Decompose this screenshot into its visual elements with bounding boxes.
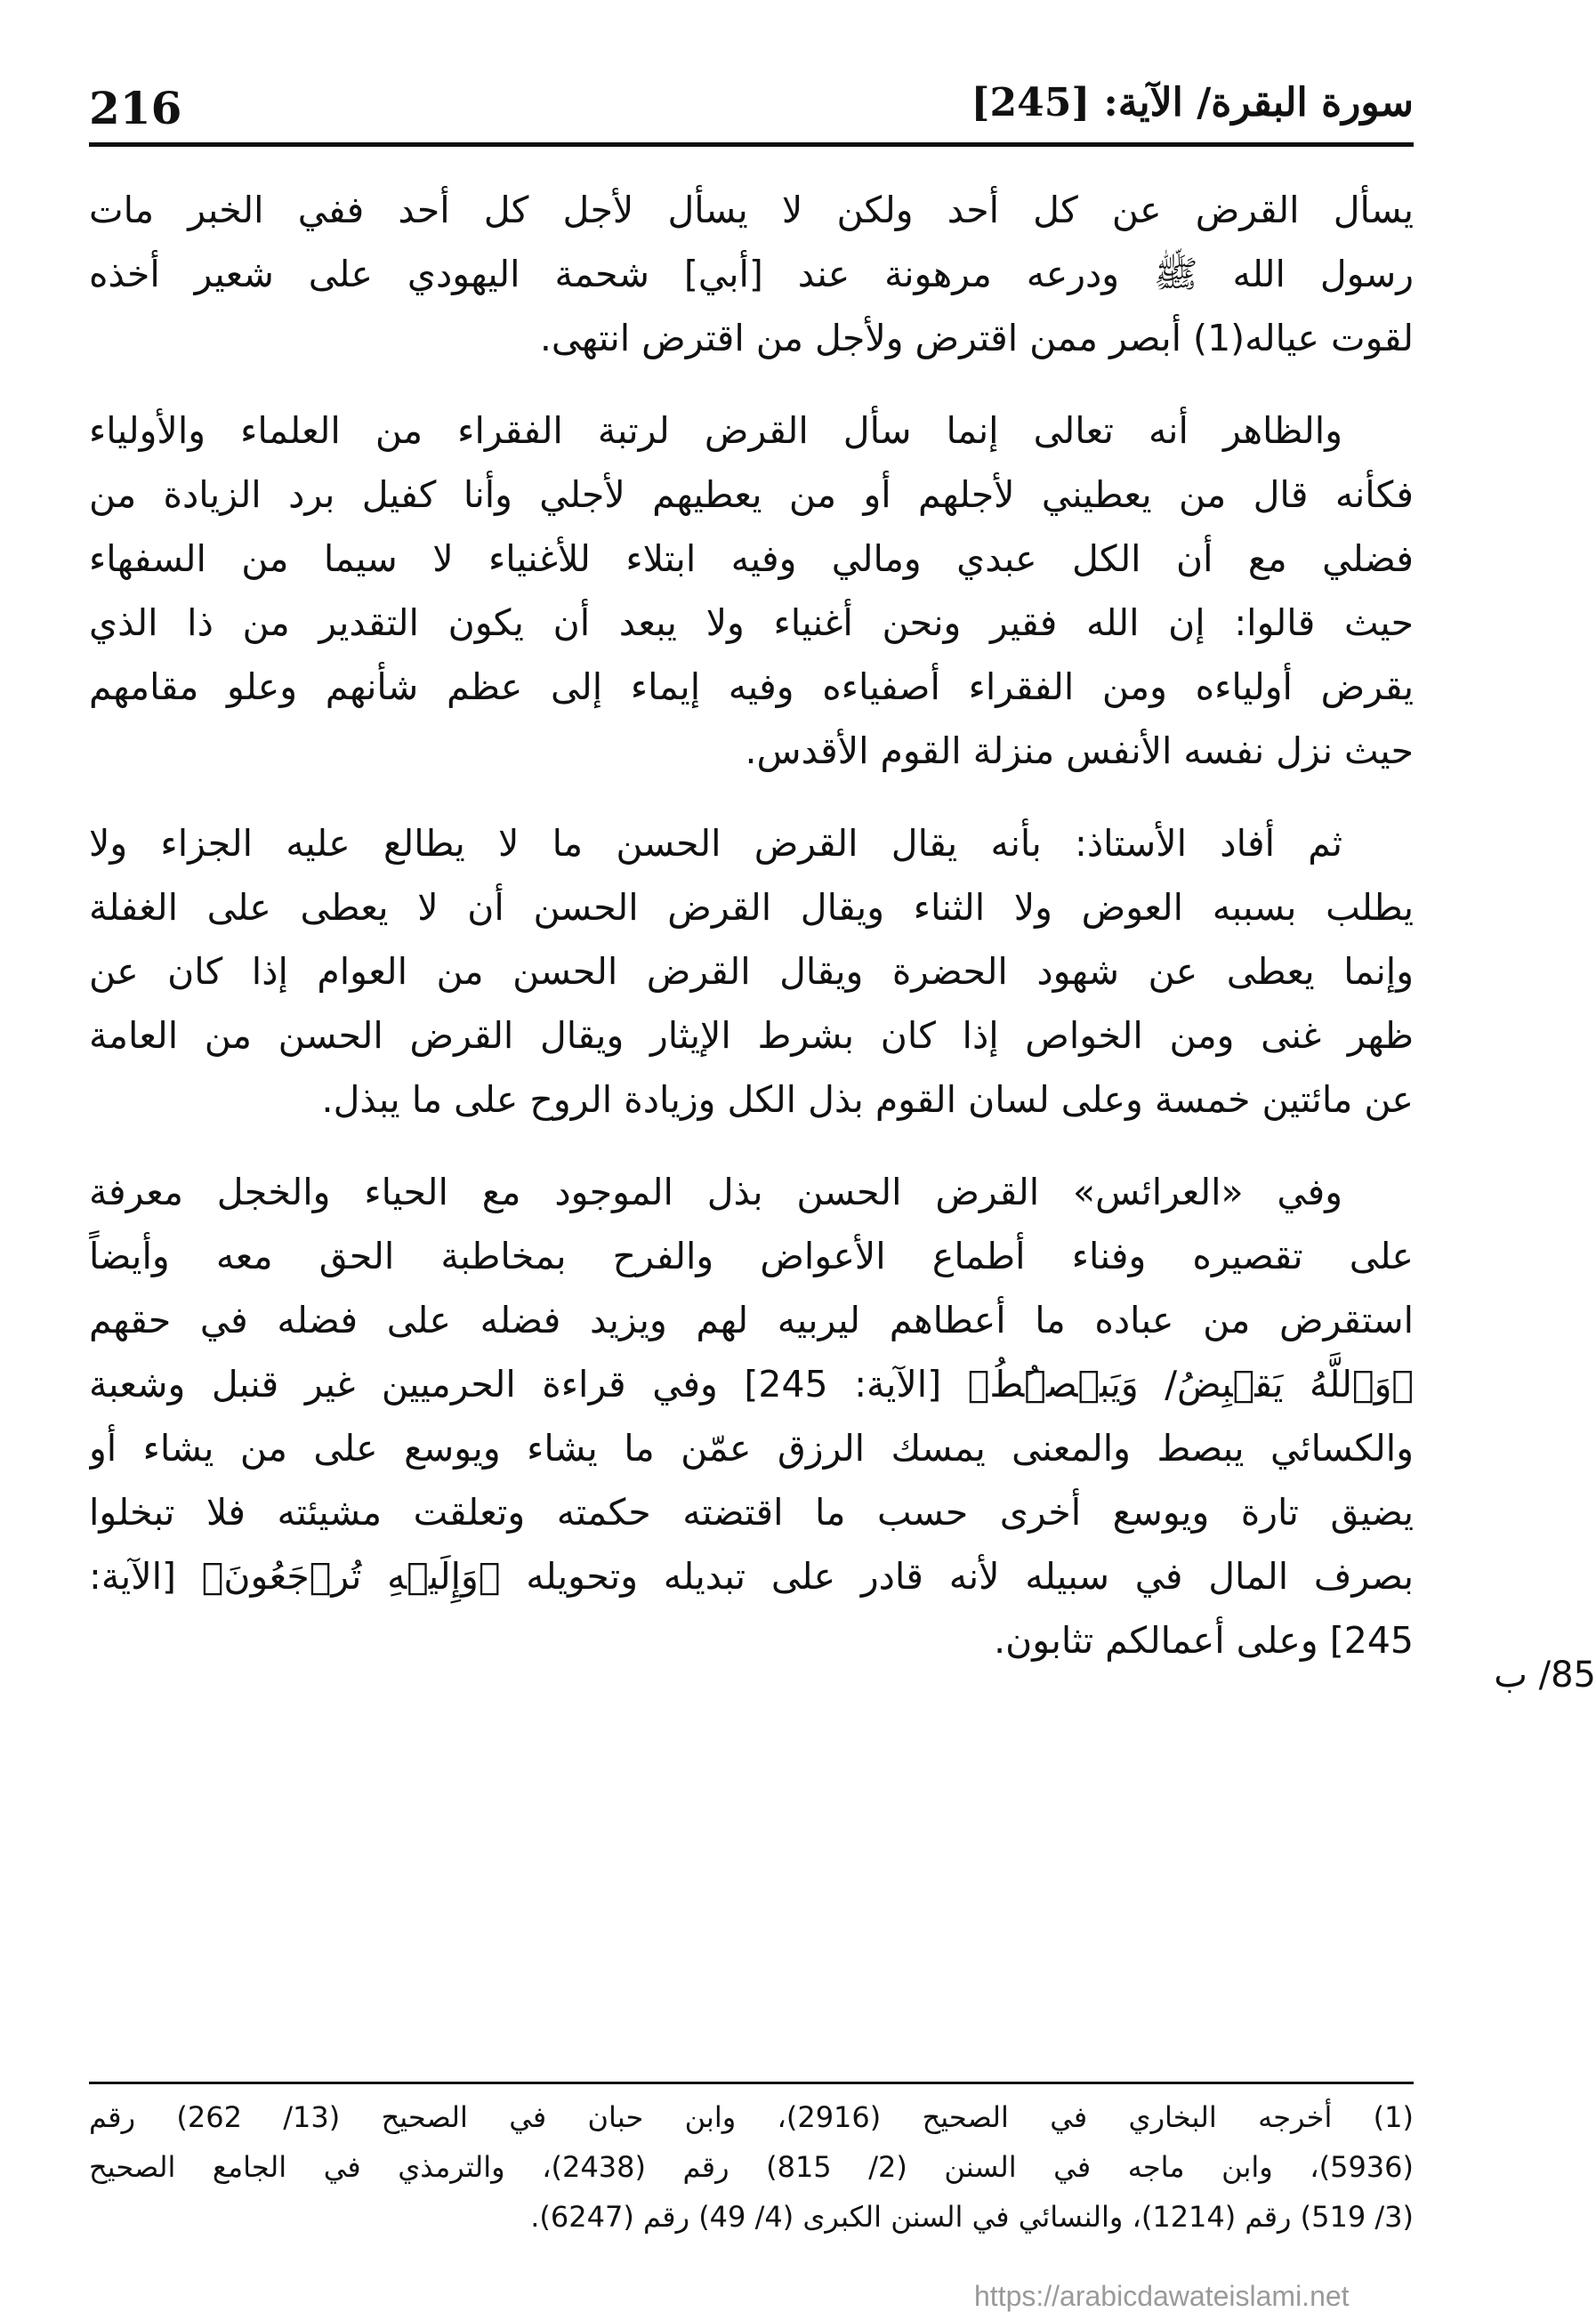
manuscript-folio-marker: 85/ ب	[1494, 1655, 1596, 1696]
text-line: عن مائتين خمسة وعلى لسان القوم بذل الكل وزيادة الروح على ما يبذل.	[321, 1078, 1414, 1121]
paragraph-4	[89, 1160, 1414, 1672]
text-line: حيث قالوا: إن الله فقير ونحن أغنياء ولا يبعد أن يكون التقدير من ذا الذي	[89, 601, 1414, 644]
footnotes	[89, 2092, 1414, 2242]
text-line: على تقصيره وفناء أطماع الأعواض والفرح بمخاطبة الحق معه وأيضاً	[89, 1235, 1414, 1277]
text-line: والظاهر أنه تعالى إنما سأل القرض لرتبة الفقراء من العلماء والأولياء	[89, 409, 1342, 452]
text-line: ظهر غنى ومن الخواص إذا كان بشرط الإيثار ويقال القرض الحسن من العامة	[89, 1014, 1414, 1057]
paragraph-2	[89, 399, 1414, 783]
text-line: يقرض أولياءه ومن الفقراء أصفياءه وفيه إيماء إلى عظم شأنهم وعلو مقامهم	[89, 665, 1414, 708]
text-line: لقوت عياله(1) أبصر ممن اقترض ولأجل من اقترض انتهى.	[539, 317, 1414, 359]
text-line: رسول الله ﷺ ودرعه مرهونة عند [أبي] شحمة اليهودي على شعير أخذه	[89, 253, 1414, 295]
text-line: يضيق تارة ويوسع أخرى حسب ما اقتضته حكمته وتعلقت مشيئته فلا تبخلوا	[89, 1491, 1414, 1534]
footnote-rule	[89, 2082, 1414, 2084]
text-line: حيث نزل نفسه الأنفس منزلة القوم الأقدس.	[745, 729, 1414, 772]
text-line: وفي «العرائس» القرض الحسن بذل الموجود مع الحياء والخجل معرفة	[89, 1171, 1342, 1213]
header-rule	[89, 142, 1414, 147]
text-line: 245] وعلى أعمالكم تثابون.	[994, 1619, 1414, 1662]
text-line: يسأل القرض عن كل أحد ولكن لا يسأل لأجل كل أحد ففي الخبر مات	[89, 189, 1414, 231]
paragraph-3	[89, 811, 1414, 1132]
text-line: فكأنه قال من يعطيني لأجلهم أو من يعطيهم لأجلي وأنا كفيل برد الزيادة من	[89, 473, 1414, 516]
page-header	[89, 73, 1414, 142]
text-line: بصرف المال في سبيله لأنه قادر على تبديله وتحويله ﴿وَإِلَيۡهِ تُرۡجَعُونَ﴾ [الآية:	[89, 1555, 1414, 1598]
footnote-line: (1) أخرجه البخاري في الصحيح (2916)، وابن حبان في الصحيح (13/ 262) رقم	[89, 2100, 1414, 2134]
text-line: ثم أفاد الأستاذ: بأنه يقال القرض الحسن ما لا يطالع عليه الجزاء ولا	[89, 822, 1342, 865]
main-text	[89, 178, 1414, 1701]
text-line: والكسائي يبصط والمعنى يمسك الرزق عمّن ما يشاء ويوسع على من يشاء أو	[89, 1427, 1414, 1470]
text-line: ﴿وَٱللَّهُ يَقۡبِضُ/ وَيَبۡصُۜطُ﴾ [الآية: 245] وفي قراءة الحرميين غير قنبل وشعبة	[89, 1363, 1414, 1406]
running-head: سورة البقرة/ الآية: [245]	[971, 80, 1414, 125]
paragraph-1	[89, 178, 1414, 370]
footnote-line: (3/ 519) رقم (1214)، والنسائي في السنن الكبرى (4/ 49) رقم (6247).	[530, 2200, 1414, 2234]
page-number: 216	[89, 82, 182, 134]
watermark-url: https://arabicdawateislami.net	[974, 2280, 1350, 2312]
text-line: يطلب بسببه العوض ولا الثناء ويقال القرض الحسن أن لا يعطى على الغفلة	[89, 886, 1414, 929]
text-line: وإنما يعطى عن شهود الحضرة ويقال القرض الحسن من العوام إذا كان عن	[89, 950, 1414, 993]
text-line: استقرض من عباده ما أعطاهم ليربيه لهم ويزيد فضله على فضله في حقهم	[89, 1299, 1414, 1341]
footnote-line: (5936)، وابن ماجه في السنن (2/ 815) رقم (2438)، والترمذي في الجامع الصحيح	[89, 2150, 1414, 2184]
text-line: فضلي مع أن الكل عبدي ومالي وفيه ابتلاء للأغنياء لا سيما من السفهاء	[89, 537, 1414, 580]
